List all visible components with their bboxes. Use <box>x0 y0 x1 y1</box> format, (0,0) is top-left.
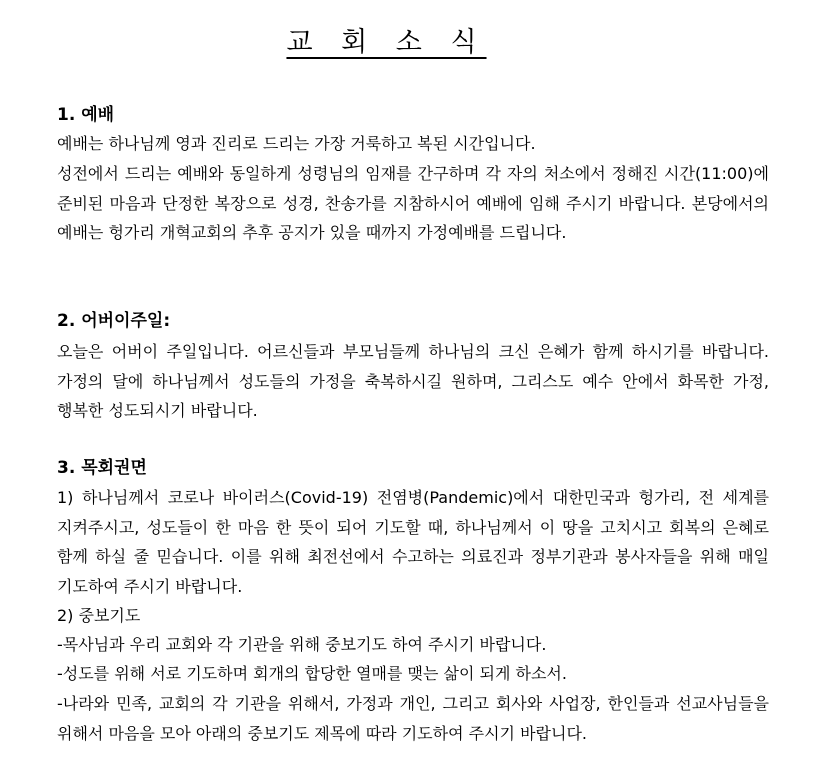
exhortation-item-1: 1) 하나님께서 코로나 바이러스(Covid-19) 전염병(Pandemic)에서 대한민국과 헝가리, 전 세계를 지켜주시고, 성도들이 한 마음 한 뜻이 되어 기도할 때, 하나님께서 이 땅을 고치시고 회복의 은혜로 함께 하실 줄 믿습니다. 이를 위해 최전선에서 수고하는 의료진과 정부기관과 봉사자들을 위해 매일 기도하여 주시기 바랍니다. <box>57 488 769 596</box>
prayer-item-pastor-church: -목사님과 우리 교회와 각 기관을 위해 중보기도 하여 주시기 바랍니다. <box>57 635 547 654</box>
exhortation-item-2-heading: 2) 중보기도 <box>57 606 141 625</box>
section-heading-worship: 1. 예배 <box>57 105 115 125</box>
section-heading-pastoral-exhortation: 3. 목회권면 <box>57 458 147 478</box>
prayer-item-congregation: -성도를 위해 서로 기도하며 회개의 합당한 열매를 맺는 삶이 되게 하소서. <box>57 664 567 683</box>
section-worship-paragraph-2: 성전에서 드리는 예배와 동일하게 성령님의 임재를 간구하며 각 자의 처소에서 정해진 시간(11:00)에 준비된 마음과 단정한 복장으로 성경, 찬송가를 지참하시어 예배에 임해 주시기 바랍니다. 본당에서의 예배는 헝가리 개혁교회의 추후 공지가 있을 때까지 가정예배를 드립니다. <box>57 164 769 242</box>
section-parents-sunday-paragraph: 오늘은 어버이 주일입니다. 어르신들과 부모님들께 하나님의 크신 은혜가 함께 하시기를 바랍니다. 가정의 달에 하나님께서 성도들의 가정을 축복하시길 원하며, 그리스도 예수 안에서 화목한 가정, 행복한 성도되시기 바랍니다. <box>57 342 769 420</box>
page-title: 교 회 소 식 <box>286 27 487 58</box>
section-heading-parents-sunday: 2. 어버이주일: <box>57 311 171 331</box>
prayer-item-nation-missionaries: -나라와 민족, 교회의 각 기관을 위해서, 가정과 개인, 그리고 회사와 사업장, 한인들과 선교사님들을 위해서 마음을 모아 아래의 중보기도 제목에 따라 기도하여 주시기 바랍니다. <box>57 694 769 743</box>
section-worship-paragraph-1: 예배는 하나님께 영과 진리로 드리는 가장 거룩하고 복된 시간입니다. <box>57 134 536 153</box>
